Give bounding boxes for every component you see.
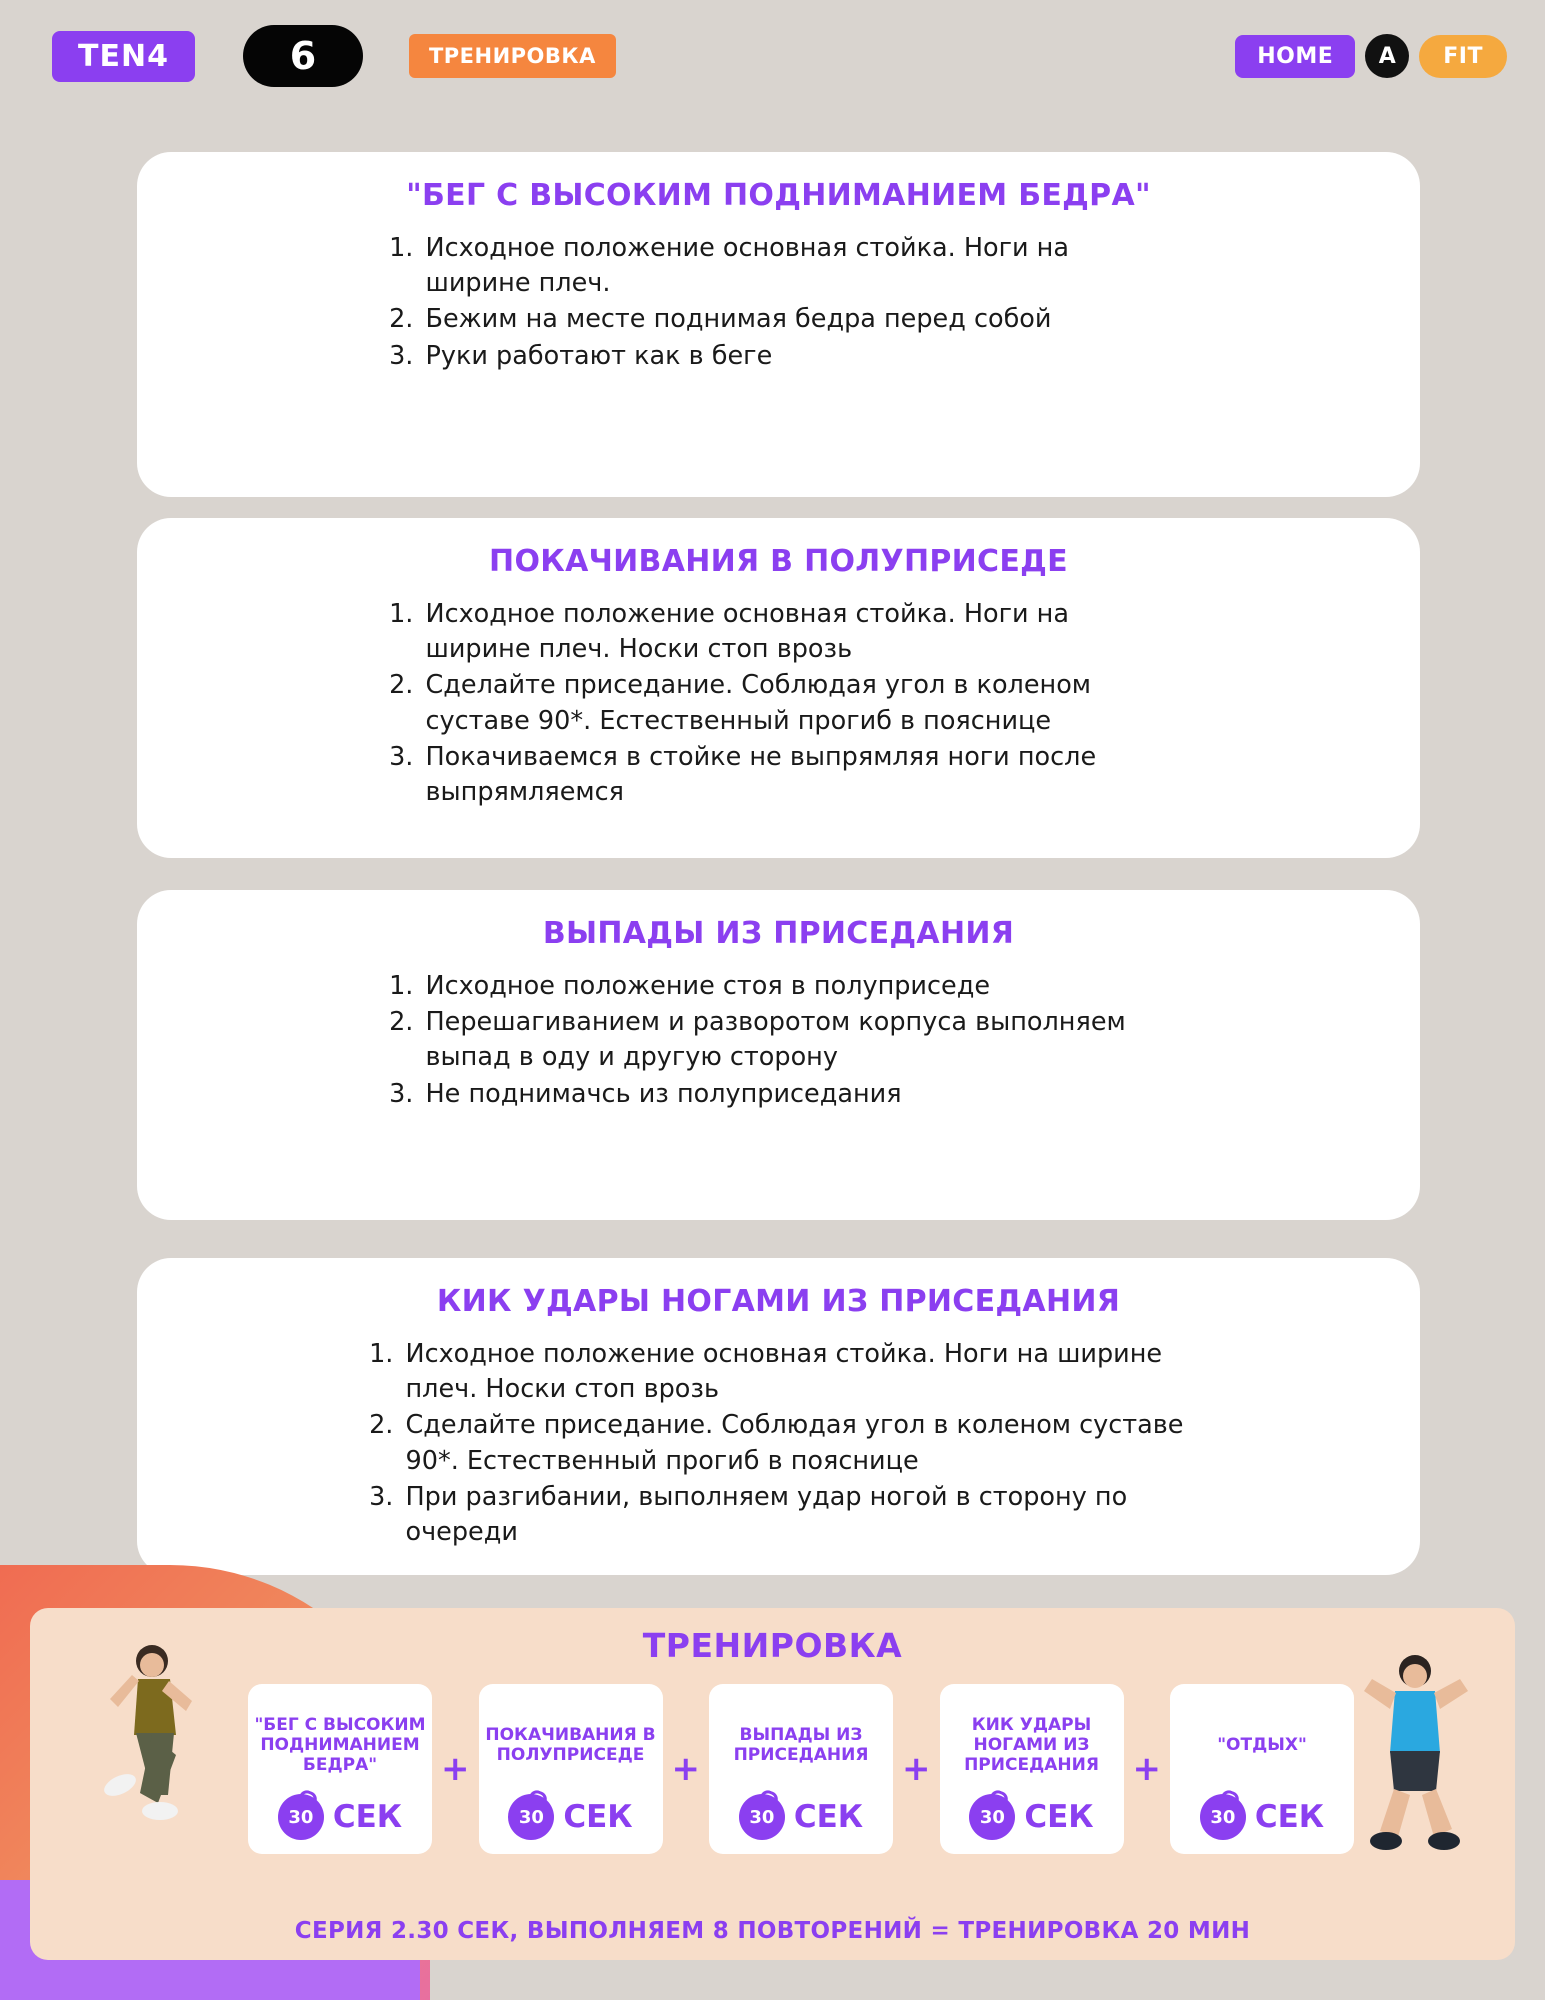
list-item: 1. Исходное положение основная стойка. Ноги на ширине плеч. Носки стоп врозь — [402, 1337, 1184, 1407]
workout-summary-panel — [30, 1608, 1515, 1960]
sequence-chip[interactable] — [479, 1684, 663, 1854]
plus-icon: + — [671, 1749, 700, 1789]
sequence-chip[interactable] — [248, 1684, 432, 1854]
stopwatch-icon: 30 — [969, 1794, 1015, 1840]
chip-unit: СЕК — [1024, 1799, 1094, 1835]
plus-icon: + — [902, 1749, 931, 1789]
stopwatch-icon: 30 — [508, 1794, 554, 1840]
athlete-photo-left — [60, 1635, 210, 1865]
category-tag: ТРЕНИРОВКА — [409, 34, 616, 78]
list-item: 1. Исходное положение основная стойка. Ноги на ширине плеч. — [422, 231, 1174, 301]
list-item: 3. При разгибании, выполняем удар ногой в сторону по очереди — [402, 1480, 1184, 1550]
sequence-chip[interactable] — [940, 1684, 1124, 1854]
list-item: 2. Перешагиванием и разворотом корпуса выполняем выпад в оду и другую сторону — [422, 1005, 1174, 1075]
chip-label: ПОКАЧИВАНИЯ В ПОЛУПРИСЕДЕ — [485, 1724, 656, 1765]
stopwatch-icon: 30 — [1200, 1794, 1246, 1840]
exercise-card — [137, 518, 1420, 858]
list-item: 2. Сделайте приседание. Соблюдая угол в коленом суставе 90*. Естественный прогиб в пояснице — [422, 668, 1174, 738]
chip-timer-row — [1200, 1794, 1324, 1840]
exercise-steps — [384, 231, 1174, 374]
chip-label: "ОТДЫХ" — [1217, 1734, 1307, 1755]
home-button[interactable]: HOME — [1235, 35, 1355, 78]
sequence-chip[interactable] — [1170, 1684, 1354, 1854]
exercise-card — [137, 152, 1420, 497]
athlete-photo-right — [1340, 1645, 1490, 1875]
list-item: 3. Руки работают как в беге — [422, 339, 1174, 374]
chip-unit: СЕК — [332, 1799, 403, 1835]
chip-unit: СЕК — [1254, 1799, 1325, 1835]
list-item: 1. Исходное положение стоя в полуприседе — [422, 969, 1174, 1004]
summary-footer: СЕРИЯ 2.30 СЕК, ВЫПОЛНЯЕМ 8 ПОВТОРЕНИЙ = ТРЕНИРОВКА 20 МИН — [294, 1918, 1251, 1944]
avatar[interactable]: A — [1365, 34, 1409, 78]
chip-label: КИК УДАРЫ НОГАМИ ИЗ ПРИСЕДАНИЯ — [964, 1714, 1099, 1776]
list-item: 2. Сделайте приседание. Соблюдая угол в коленом суставе 90*. Естественный прогиб в пояснице — [402, 1408, 1184, 1478]
brand-logo[interactable]: TEN4 — [52, 31, 195, 82]
exercise-steps — [384, 969, 1174, 1112]
chip-timer-row — [278, 1794, 402, 1840]
list-item: 3. Не поднимачсь из полуприседания — [422, 1077, 1174, 1112]
header-actions — [1235, 34, 1507, 78]
exercise-card — [137, 890, 1420, 1220]
exercise-title: ПОКАЧИВАНИЯ В ПОЛУПРИСЕДЕ — [489, 544, 1068, 579]
fit-button[interactable]: FIT — [1419, 35, 1507, 78]
plus-icon: + — [441, 1749, 470, 1789]
exercise-card — [137, 1258, 1420, 1575]
chip-label: ВЫПАДЫ ИЗ ПРИСЕДАНИЯ — [733, 1724, 869, 1765]
stopwatch-icon: 30 — [739, 1794, 785, 1840]
exercise-title: ВЫПАДЫ ИЗ ПРИСЕДАНИЯ — [542, 916, 1015, 951]
chip-label: "БЕГ С ВЫСОКИМ ПОДНИМАНИЕМ БЕДРА" — [254, 1714, 426, 1776]
chip-unit: СЕК — [563, 1799, 633, 1835]
exercise-steps — [384, 597, 1174, 810]
workout-number-badge: 6 — [243, 25, 363, 87]
chip-timer-row — [508, 1794, 632, 1840]
list-item: 2. Бежим на месте поднимая бедра перед собой — [422, 302, 1174, 337]
exercise-title: "БЕГ С ВЫСОКИМ ПОДНИМАНИЕМ БЕДРА" — [406, 178, 1151, 213]
workout-sequence — [248, 1684, 1354, 1854]
list-item: 1. Исходное положение основная стойка. Ноги на ширине плеч. Носки стоп врозь — [422, 597, 1174, 667]
plus-icon: + — [1132, 1749, 1161, 1789]
sequence-chip[interactable] — [709, 1684, 893, 1854]
stopwatch-icon: 30 — [278, 1794, 324, 1840]
chip-timer-row — [969, 1794, 1093, 1840]
chip-timer-row — [739, 1794, 863, 1840]
page-header — [0, 0, 1545, 112]
summary-title: ТРЕНИРОВКА — [642, 1626, 903, 1665]
exercise-steps — [374, 1337, 1184, 1550]
exercise-title: КИК УДАРЫ НОГАМИ ИЗ ПРИСЕДАНИЯ — [436, 1284, 1121, 1319]
chip-unit: СЕК — [793, 1799, 864, 1835]
list-item: 3. Покачиваемся в стойке не выпрямляя ноги после выпрямляемся — [422, 740, 1174, 810]
